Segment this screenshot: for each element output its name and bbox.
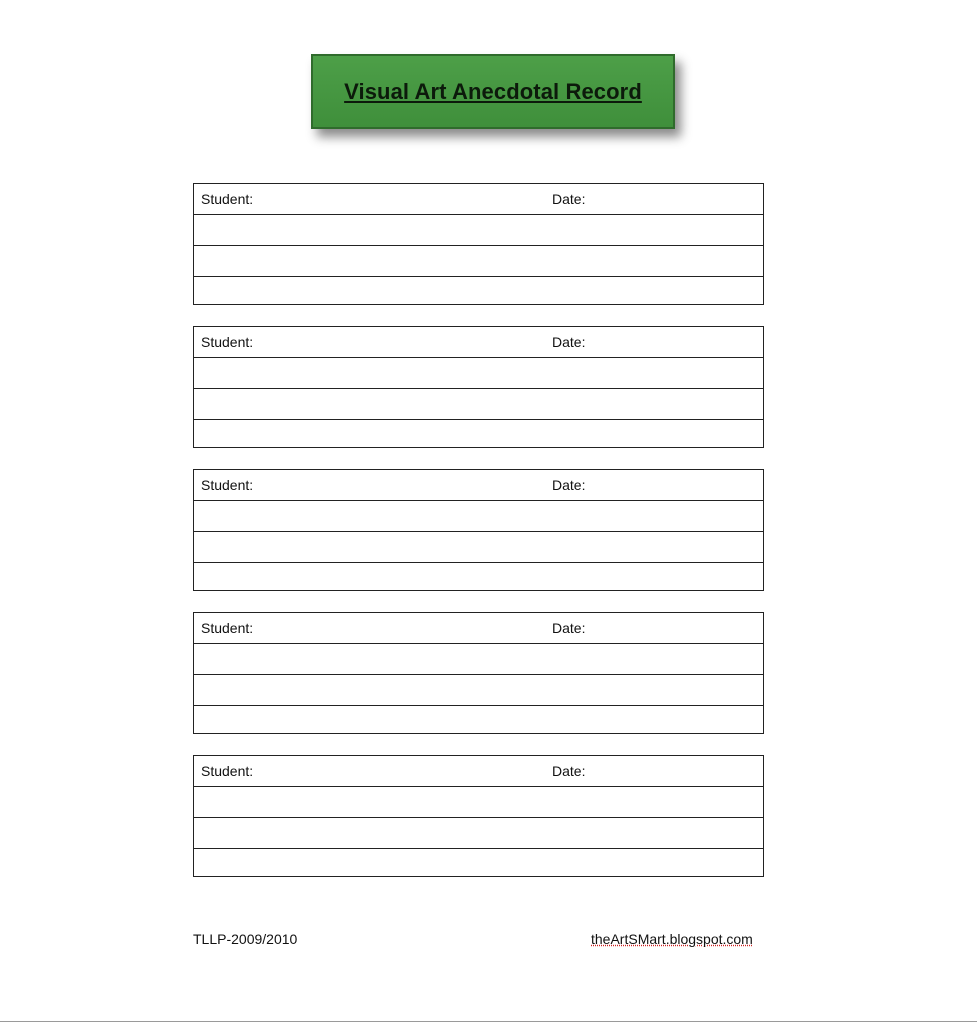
footer-website-link[interactable]: theArtSMart.blogspot.com	[591, 931, 753, 947]
student-label: Student:	[201, 477, 254, 493]
note-line[interactable]	[194, 215, 763, 246]
record-block	[193, 755, 764, 877]
page-bottom-divider	[0, 1021, 977, 1022]
note-line[interactable]	[194, 501, 763, 532]
record-block	[193, 326, 764, 448]
page-title: Visual Art Anecdotal Record	[344, 78, 642, 104]
date-label: Date:	[552, 763, 586, 779]
record-header-row	[194, 184, 763, 215]
record-header-row	[194, 613, 763, 644]
note-line[interactable]	[194, 849, 763, 879]
note-line[interactable]	[194, 532, 763, 563]
note-line[interactable]	[194, 389, 763, 420]
date-label: Date:	[552, 477, 586, 493]
record-block	[193, 183, 764, 305]
student-label: Student:	[201, 334, 254, 350]
date-label: Date:	[552, 620, 586, 636]
note-line[interactable]	[194, 277, 763, 307]
note-line[interactable]	[194, 420, 763, 450]
student-label: Student:	[201, 763, 254, 779]
note-line[interactable]	[194, 706, 763, 736]
title-banner	[311, 54, 675, 129]
note-line[interactable]	[194, 358, 763, 389]
date-label: Date:	[552, 334, 586, 350]
record-block	[193, 469, 764, 591]
note-line[interactable]	[194, 246, 763, 277]
student-label: Student:	[201, 191, 254, 207]
note-line[interactable]	[194, 675, 763, 706]
note-line[interactable]	[194, 563, 763, 593]
record-header-row	[194, 327, 763, 358]
footer-project-code: TLLP-2009/2010	[193, 931, 298, 947]
note-line[interactable]	[194, 818, 763, 849]
note-line[interactable]	[194, 644, 763, 675]
record-block	[193, 612, 764, 734]
record-header-row	[194, 756, 763, 787]
date-label: Date:	[552, 191, 586, 207]
record-header-row	[194, 470, 763, 501]
note-line[interactable]	[194, 787, 763, 818]
student-label: Student:	[201, 620, 254, 636]
